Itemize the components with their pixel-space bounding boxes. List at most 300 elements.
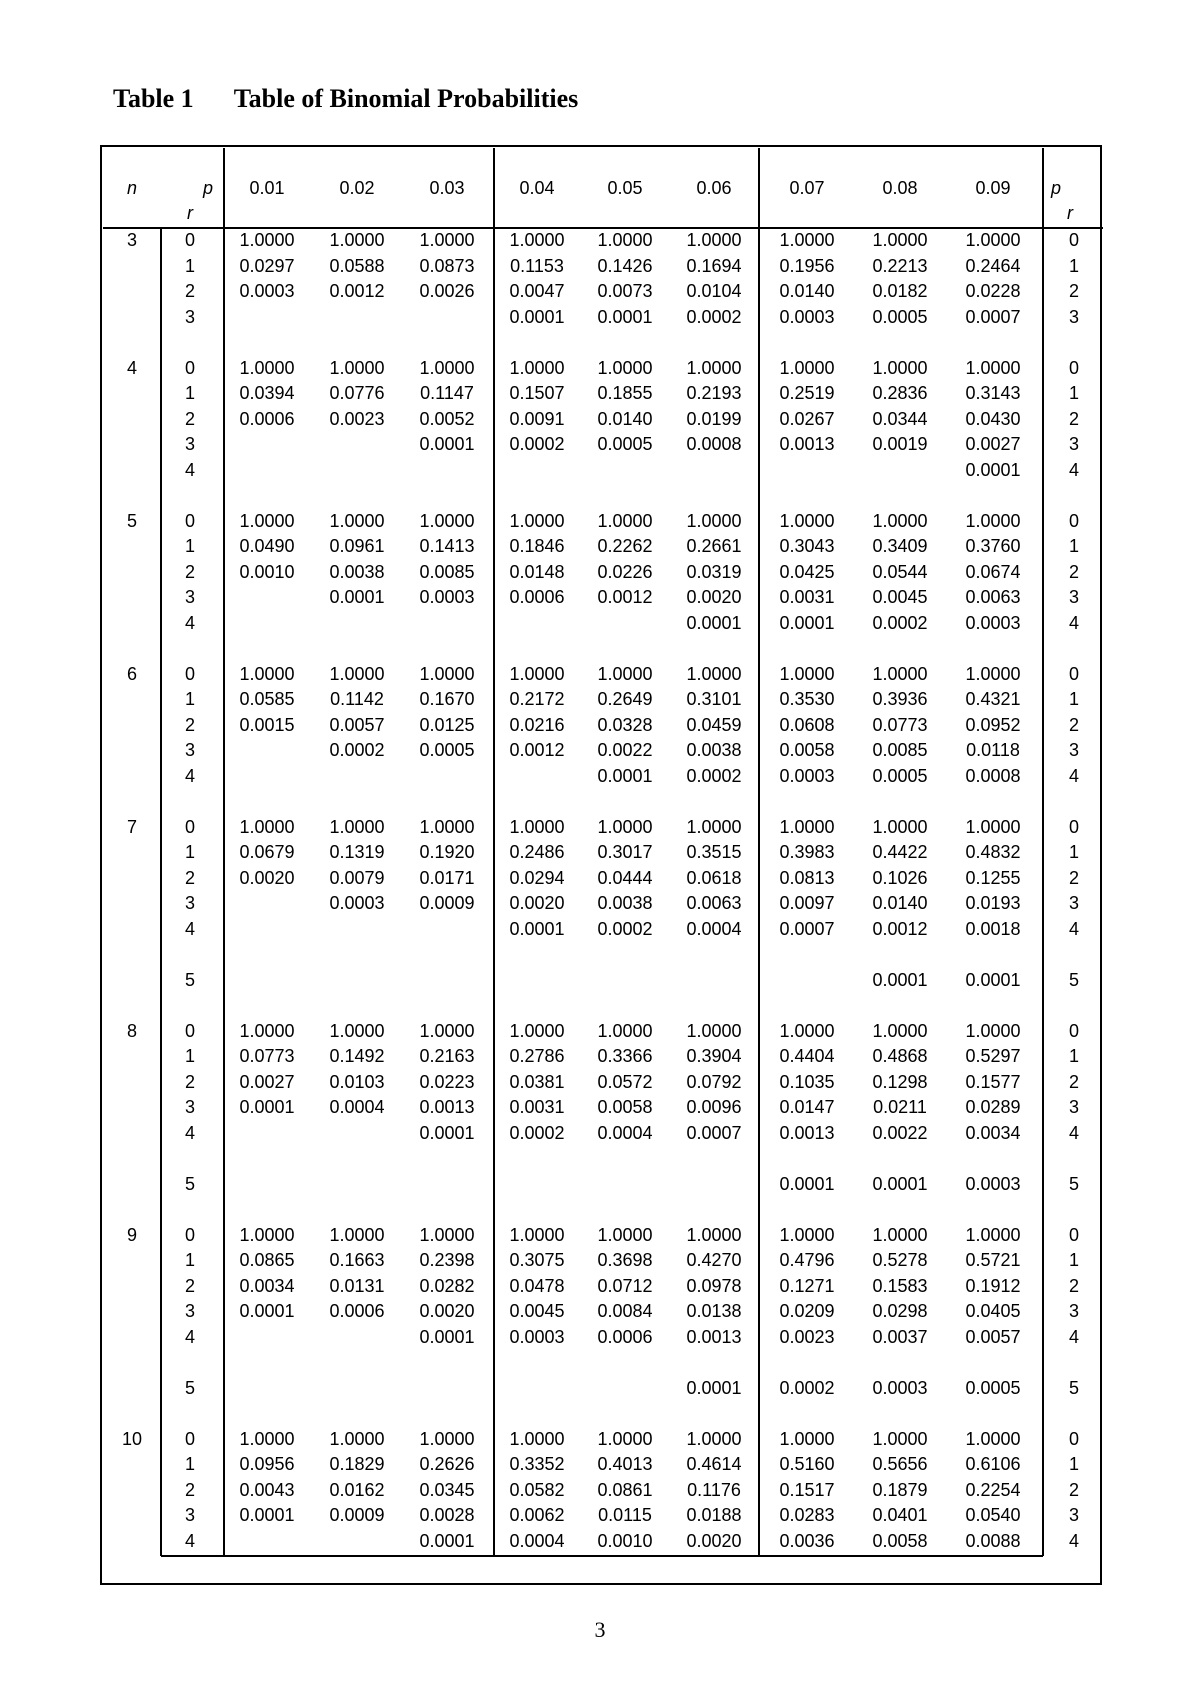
- probability-cell: 0.0298: [872, 1301, 928, 1321]
- r-value: 1: [184, 536, 196, 556]
- probability-cell: 0.1319: [329, 842, 385, 862]
- r-value: 5: [184, 969, 196, 990]
- probability-cell: 1.0000: [509, 357, 565, 378]
- probability-cell: 0.0037: [872, 1326, 928, 1347]
- probability-cell: 0.0073: [597, 281, 653, 301]
- probability-cell: 0.0131: [329, 1275, 385, 1296]
- probability-cell: 0.0015: [239, 714, 295, 735]
- header-p-value: 0.03: [429, 178, 465, 198]
- probability-cell: 0.2649: [597, 689, 653, 709]
- probability-cell: 0.1577: [965, 1071, 1021, 1092]
- probability-cell: 0.2661: [686, 536, 742, 556]
- probability-cell: 1.0000: [779, 1020, 835, 1041]
- probability-cell: 1.0000: [509, 1428, 565, 1449]
- probability-cell: 0.0813: [779, 867, 835, 888]
- probability-cell: 0.1507: [509, 383, 565, 403]
- probability-cell: 0.0228: [965, 281, 1021, 301]
- probability-cell: 0.0079: [329, 867, 385, 888]
- probability-cell: 0.0001: [965, 969, 1021, 990]
- r-value: 2: [184, 281, 196, 301]
- probability-cell: 0.0003: [965, 612, 1021, 633]
- probability-cell: 0.0027: [239, 1071, 295, 1092]
- probability-cell: 0.3698: [597, 1250, 653, 1270]
- r-value: 2: [184, 561, 196, 582]
- probability-cell: 0.0038: [329, 561, 385, 582]
- probability-cell: 0.0401: [872, 1505, 928, 1525]
- probability-cell: 1.0000: [686, 663, 742, 684]
- r-value: 4: [184, 1530, 196, 1551]
- probability-cell: 0.0038: [597, 893, 653, 913]
- probability-cell: 0.0096: [686, 1097, 742, 1117]
- probability-cell: 0.0036: [779, 1530, 835, 1551]
- probability-cell: 0.2786: [509, 1046, 565, 1066]
- probability-cell: 0.0003: [509, 1326, 565, 1347]
- r-value-right: 0: [1068, 510, 1080, 531]
- probability-cell: 0.0405: [965, 1301, 1021, 1321]
- probability-cell: 1.0000: [872, 1428, 928, 1449]
- probability-cell: 0.0344: [872, 408, 928, 429]
- probability-cell: 1.0000: [597, 357, 653, 378]
- probability-cell: 0.0001: [597, 765, 653, 786]
- probability-cell: 0.4832: [965, 842, 1021, 862]
- probability-cell: 1.0000: [779, 357, 835, 378]
- header-p-right: p: [1050, 178, 1062, 198]
- header-p-value: 0.08: [882, 178, 918, 198]
- r-value: 4: [184, 459, 196, 480]
- probability-cell: 0.0013: [419, 1097, 475, 1117]
- probability-cell: 1.0000: [686, 230, 742, 250]
- r-value-right: 0: [1068, 1428, 1080, 1449]
- r-value: 2: [184, 1275, 196, 1296]
- probability-cell: 1.0000: [239, 1428, 295, 1449]
- probability-cell: 0.0792: [686, 1071, 742, 1092]
- probability-cell: 1.0000: [239, 816, 295, 837]
- r-value-right: 2: [1068, 281, 1080, 301]
- probability-cell: 0.0002: [686, 306, 742, 327]
- probability-cell: 1.0000: [419, 510, 475, 531]
- r-value: 1: [184, 1046, 196, 1066]
- probability-cell: 0.0001: [965, 459, 1021, 480]
- probability-cell: 0.0588: [329, 255, 385, 276]
- probability-cell: 0.1846: [509, 536, 565, 556]
- probability-cell: 0.0005: [872, 306, 928, 327]
- table-caption: Table of Binomial Probabilities: [233, 84, 579, 113]
- r-value: 2: [184, 867, 196, 888]
- probability-cell: 0.3904: [686, 1046, 742, 1066]
- probability-cell: 0.0004: [329, 1097, 385, 1117]
- probability-cell: 0.3936: [872, 689, 928, 709]
- probability-cell: 0.0085: [419, 561, 475, 582]
- probability-cell: 0.0297: [239, 255, 295, 276]
- probability-cell: 0.1153: [510, 255, 564, 276]
- probability-cell: 0.0002: [872, 612, 928, 633]
- probability-cell: 0.0873: [419, 255, 475, 276]
- probability-cell: 0.0118: [966, 740, 1020, 760]
- probability-cell: 0.0001: [872, 969, 928, 990]
- probability-cell: 0.0282: [419, 1275, 475, 1296]
- probability-cell: 1.0000: [329, 1020, 385, 1041]
- probability-cell: 0.0003: [872, 1377, 928, 1398]
- probability-cell: 0.0223: [419, 1071, 475, 1092]
- probability-cell: 1.0000: [597, 230, 653, 250]
- r-value-right: 3: [1068, 306, 1080, 327]
- probability-cell: 0.1413: [419, 536, 475, 556]
- probability-cell: 0.0006: [597, 1326, 653, 1347]
- probability-cell: 0.5297: [965, 1046, 1021, 1066]
- probability-cell: 0.0020: [419, 1301, 475, 1321]
- probability-cell: 0.0007: [965, 306, 1021, 327]
- probability-cell: 1.0000: [329, 357, 385, 378]
- r-value-right: 4: [1068, 1326, 1080, 1347]
- binomial-table: [100, 145, 1102, 1585]
- probability-cell: 0.0540: [965, 1505, 1021, 1525]
- probability-cell: 0.0961: [329, 536, 385, 556]
- n-value: 6: [126, 663, 138, 684]
- probability-cell: 0.4614: [686, 1454, 742, 1474]
- probability-cell: 0.0978: [686, 1275, 742, 1296]
- probability-cell: 0.1026: [872, 867, 928, 888]
- probability-cell: 0.1255: [965, 867, 1021, 888]
- probability-cell: 1.0000: [686, 510, 742, 531]
- header-p: p: [202, 178, 214, 198]
- probability-cell: 0.0005: [965, 1377, 1021, 1398]
- r-value: 0: [184, 816, 196, 837]
- probability-cell: 0.0425: [779, 561, 835, 582]
- probability-cell: 0.0162: [329, 1479, 385, 1500]
- r-value: 2: [184, 714, 196, 735]
- probability-cell: 0.0058: [779, 740, 835, 760]
- probability-cell: 0.1694: [686, 255, 742, 276]
- probability-cell: 0.0008: [965, 765, 1021, 786]
- r-value-right: 2: [1068, 408, 1080, 429]
- probability-cell: 0.4321: [965, 689, 1021, 709]
- probability-cell: 0.0216: [509, 714, 565, 735]
- r-value-right: 1: [1068, 689, 1080, 709]
- probability-cell: 0.0952: [965, 714, 1021, 735]
- probability-cell: 0.0572: [597, 1071, 653, 1092]
- probability-cell: 0.0582: [509, 1479, 565, 1500]
- probability-cell: 0.0002: [686, 765, 742, 786]
- r-value: 3: [184, 587, 196, 607]
- probability-cell: 0.0020: [686, 1530, 742, 1551]
- header-p-value: 0.01: [249, 178, 285, 198]
- probability-cell: 1.0000: [239, 230, 295, 250]
- probability-cell: 0.0001: [509, 918, 565, 939]
- probability-cell: 0.4013: [597, 1454, 653, 1474]
- header-r: r: [187, 203, 193, 223]
- right-r-column-rule: [1042, 148, 1044, 1556]
- probability-cell: 0.0052: [419, 408, 475, 429]
- probability-cell: 0.2486: [509, 842, 565, 862]
- r-value: 1: [184, 842, 196, 862]
- probability-cell: 1.0000: [686, 1224, 742, 1245]
- probability-cell: 0.0007: [779, 918, 835, 939]
- r-value: 1: [184, 383, 196, 403]
- r-value: 4: [184, 612, 196, 633]
- probability-cell: 0.0009: [419, 893, 475, 913]
- probability-cell: 1.0000: [965, 1020, 1021, 1041]
- probability-cell: 1.0000: [509, 663, 565, 684]
- probability-cell: 1.0000: [965, 1224, 1021, 1245]
- probability-cell: 0.0861: [597, 1479, 653, 1500]
- probability-cell: 0.1855: [597, 383, 653, 403]
- probability-cell: 0.2519: [779, 383, 835, 403]
- r-value-right: 1: [1068, 536, 1080, 556]
- probability-cell: 0.0028: [419, 1505, 475, 1525]
- r-value-right: 2: [1068, 1479, 1080, 1500]
- probability-cell: 0.3101: [686, 689, 742, 709]
- probability-cell: 0.2464: [965, 255, 1021, 276]
- header-p-value: 0.07: [789, 178, 825, 198]
- probability-cell: 0.4270: [686, 1250, 742, 1270]
- probability-cell: 0.0345: [419, 1479, 475, 1500]
- probability-cell: 0.1956: [779, 255, 835, 276]
- probability-cell: 0.0267: [779, 408, 835, 429]
- probability-cell: 0.3760: [965, 536, 1021, 556]
- probability-cell: 0.0199: [686, 408, 742, 429]
- probability-cell: 0.0063: [686, 893, 742, 913]
- probability-cell: 0.0034: [965, 1122, 1021, 1143]
- probability-cell: 1.0000: [965, 510, 1021, 531]
- r-value: 5: [184, 1173, 196, 1194]
- probability-cell: 1.0000: [597, 816, 653, 837]
- probability-cell: 0.4404: [779, 1046, 835, 1066]
- probability-cell: 0.1426: [597, 255, 653, 276]
- r-value-right: 3: [1068, 1301, 1080, 1321]
- probability-cell: 0.2626: [419, 1454, 475, 1474]
- probability-cell: 0.2193: [686, 383, 742, 403]
- probability-cell: 0.0430: [965, 408, 1021, 429]
- probability-cell: 1.0000: [872, 1020, 928, 1041]
- n-value: 3: [126, 230, 138, 250]
- probability-cell: 1.0000: [686, 1428, 742, 1449]
- probability-cell: 0.0444: [597, 867, 653, 888]
- probability-cell: 0.1829: [329, 1454, 385, 1474]
- grid-bottom-rule: [161, 1555, 1043, 1557]
- probability-cell: 0.0003: [329, 893, 385, 913]
- probability-cell: 1.0000: [965, 230, 1021, 250]
- probability-cell: 0.0001: [419, 1530, 475, 1551]
- r-value-right: 1: [1068, 842, 1080, 862]
- probability-cell: 0.0001: [329, 587, 385, 607]
- probability-cell: 0.0019: [872, 434, 928, 454]
- probability-cell: 0.3352: [509, 1454, 565, 1474]
- probability-cell: 0.0140: [597, 408, 653, 429]
- probability-cell: 0.0209: [779, 1301, 835, 1321]
- probability-cell: 0.2172: [509, 689, 565, 709]
- probability-cell: 0.0138: [686, 1301, 742, 1321]
- probability-cell: 0.0001: [239, 1097, 295, 1117]
- n-value: 5: [126, 510, 138, 531]
- probability-cell: 0.0773: [872, 714, 928, 735]
- r-value-right: 5: [1068, 1377, 1080, 1398]
- probability-cell: 1.0000: [509, 1020, 565, 1041]
- probability-cell: 0.0104: [686, 281, 742, 301]
- r-value: 3: [184, 740, 196, 760]
- probability-cell: 0.1298: [872, 1071, 928, 1092]
- probability-cell: 0.0006: [239, 408, 295, 429]
- probability-cell: 0.0115: [598, 1505, 652, 1525]
- probability-cell: 0.0004: [686, 918, 742, 939]
- probability-cell: 0.0490: [239, 536, 295, 556]
- probability-cell: 0.0005: [419, 740, 475, 760]
- r-value: 0: [184, 663, 196, 684]
- r-value-right: 0: [1068, 663, 1080, 684]
- probability-cell: 0.0865: [239, 1250, 295, 1270]
- probability-cell: 0.0289: [965, 1097, 1021, 1117]
- probability-cell: 0.0006: [329, 1301, 385, 1321]
- probability-cell: 0.0012: [509, 740, 565, 760]
- r-value-right: 2: [1068, 1071, 1080, 1092]
- probability-cell: 0.1147: [420, 383, 474, 403]
- probability-cell: 0.0006: [509, 587, 565, 607]
- probability-cell: 0.0003: [779, 765, 835, 786]
- probability-cell: 0.0002: [509, 434, 565, 454]
- probability-cell: 0.0004: [509, 1530, 565, 1551]
- probability-cell: 1.0000: [419, 230, 475, 250]
- probability-cell: 0.0023: [329, 408, 385, 429]
- r-value: 1: [184, 1250, 196, 1270]
- r-value-right: 0: [1068, 1020, 1080, 1041]
- r-value-right: 0: [1068, 230, 1080, 250]
- probability-cell: 0.0193: [965, 893, 1021, 913]
- probability-cell: 0.0018: [965, 918, 1021, 939]
- probability-cell: 0.0002: [597, 918, 653, 939]
- group-rule-1: [493, 148, 495, 1556]
- probability-cell: 0.0283: [779, 1505, 835, 1525]
- r-value-right: 0: [1068, 816, 1080, 837]
- n-value: 7: [126, 816, 138, 837]
- r-value-right: 1: [1068, 1250, 1080, 1270]
- probability-cell: 0.0062: [509, 1505, 565, 1525]
- probability-cell: 0.0003: [239, 281, 295, 301]
- probability-cell: 1.0000: [419, 1224, 475, 1245]
- probability-cell: 0.0022: [597, 740, 653, 760]
- probability-cell: 0.0459: [686, 714, 742, 735]
- probability-cell: 0.0020: [686, 587, 742, 607]
- r-value: 4: [184, 918, 196, 939]
- n-column-rule: [160, 228, 162, 1556]
- probability-cell: 0.1176: [687, 1479, 741, 1500]
- probability-cell: 0.0001: [686, 1377, 742, 1398]
- probability-cell: 0.0001: [419, 1122, 475, 1143]
- probability-cell: 0.0097: [779, 893, 835, 913]
- probability-cell: 1.0000: [597, 510, 653, 531]
- probability-cell: 0.0003: [419, 587, 475, 607]
- r-value-right: 4: [1068, 918, 1080, 939]
- probability-cell: 0.0125: [419, 714, 475, 735]
- probability-cell: 0.0001: [419, 1326, 475, 1347]
- header-p-value: 0.02: [339, 178, 375, 198]
- r-value-right: 1: [1068, 1046, 1080, 1066]
- r-value-right: 5: [1068, 969, 1080, 990]
- r-value-right: 1: [1068, 383, 1080, 403]
- probability-cell: 0.3366: [597, 1046, 653, 1066]
- probability-cell: 0.0031: [509, 1097, 565, 1117]
- n-value: 10: [121, 1428, 143, 1449]
- probability-cell: 0.0478: [509, 1275, 565, 1296]
- probability-cell: 0.0002: [779, 1377, 835, 1398]
- probability-cell: 0.1142: [330, 689, 384, 709]
- probability-cell: 0.0001: [686, 612, 742, 633]
- probability-cell: 1.0000: [329, 510, 385, 531]
- r-value: 2: [184, 1071, 196, 1092]
- probability-cell: 0.1879: [872, 1479, 928, 1500]
- probability-cell: 0.0712: [597, 1275, 653, 1296]
- probability-cell: 0.0027: [965, 434, 1021, 454]
- probability-cell: 0.0031: [779, 587, 835, 607]
- probability-cell: 0.0211: [873, 1097, 927, 1117]
- probability-cell: 1.0000: [779, 230, 835, 250]
- r-value-right: 2: [1068, 867, 1080, 888]
- probability-cell: 0.0012: [597, 587, 653, 607]
- probability-cell: 0.0003: [965, 1173, 1021, 1194]
- probability-cell: 0.0674: [965, 561, 1021, 582]
- probability-cell: 1.0000: [419, 1020, 475, 1041]
- probability-cell: 0.0001: [419, 434, 475, 454]
- probability-cell: 1.0000: [239, 510, 295, 531]
- probability-cell: 0.3983: [779, 842, 835, 862]
- r-value: 1: [184, 255, 196, 276]
- probability-cell: 1.0000: [965, 357, 1021, 378]
- probability-cell: 0.0088: [965, 1530, 1021, 1551]
- probability-cell: 0.2254: [965, 1479, 1021, 1500]
- probability-cell: 0.0005: [597, 434, 653, 454]
- probability-cell: 0.0679: [239, 842, 295, 862]
- probability-cell: 0.0012: [872, 918, 928, 939]
- probability-cell: 0.0026: [419, 281, 475, 301]
- probability-cell: 0.0023: [779, 1326, 835, 1347]
- probability-cell: 0.5278: [872, 1250, 928, 1270]
- probability-cell: 0.0001: [779, 1173, 835, 1194]
- probability-cell: 0.0956: [239, 1454, 295, 1474]
- probability-cell: 0.0010: [597, 1530, 653, 1551]
- probability-cell: 0.2262: [597, 536, 653, 556]
- r-value-right: 4: [1068, 1122, 1080, 1143]
- probability-cell: 0.0020: [239, 867, 295, 888]
- probability-cell: 1.0000: [872, 816, 928, 837]
- r-value: 4: [184, 765, 196, 786]
- probability-cell: 0.3017: [597, 842, 653, 862]
- probability-cell: 0.2398: [419, 1250, 475, 1270]
- probability-cell: 1.0000: [872, 663, 928, 684]
- probability-cell: 1.0000: [419, 816, 475, 837]
- probability-cell: 0.0773: [239, 1046, 295, 1066]
- probability-cell: 0.2163: [419, 1046, 475, 1066]
- probability-cell: 0.3530: [779, 689, 835, 709]
- r-value: 1: [184, 1454, 196, 1474]
- n-value: 4: [126, 357, 138, 378]
- r-value: 2: [184, 1479, 196, 1500]
- probability-cell: 1.0000: [239, 357, 295, 378]
- probability-cell: 0.3515: [686, 842, 742, 862]
- probability-cell: 0.0188: [686, 1505, 742, 1525]
- r-value: 5: [184, 1377, 196, 1398]
- probability-cell: 1.0000: [686, 357, 742, 378]
- r-value-right: 3: [1068, 587, 1080, 607]
- r-value-right: 2: [1068, 561, 1080, 582]
- probability-cell: 0.0140: [872, 893, 928, 913]
- r-value: 4: [184, 1122, 196, 1143]
- probability-cell: 1.0000: [872, 230, 928, 250]
- probability-cell: 0.0085: [872, 740, 928, 760]
- probability-cell: 0.0001: [597, 306, 653, 327]
- probability-cell: 0.4796: [779, 1250, 835, 1270]
- probability-cell: 0.1583: [872, 1275, 928, 1296]
- probability-cell: 0.0022: [872, 1122, 928, 1143]
- probability-cell: 0.0007: [686, 1122, 742, 1143]
- r-value: 3: [184, 306, 196, 327]
